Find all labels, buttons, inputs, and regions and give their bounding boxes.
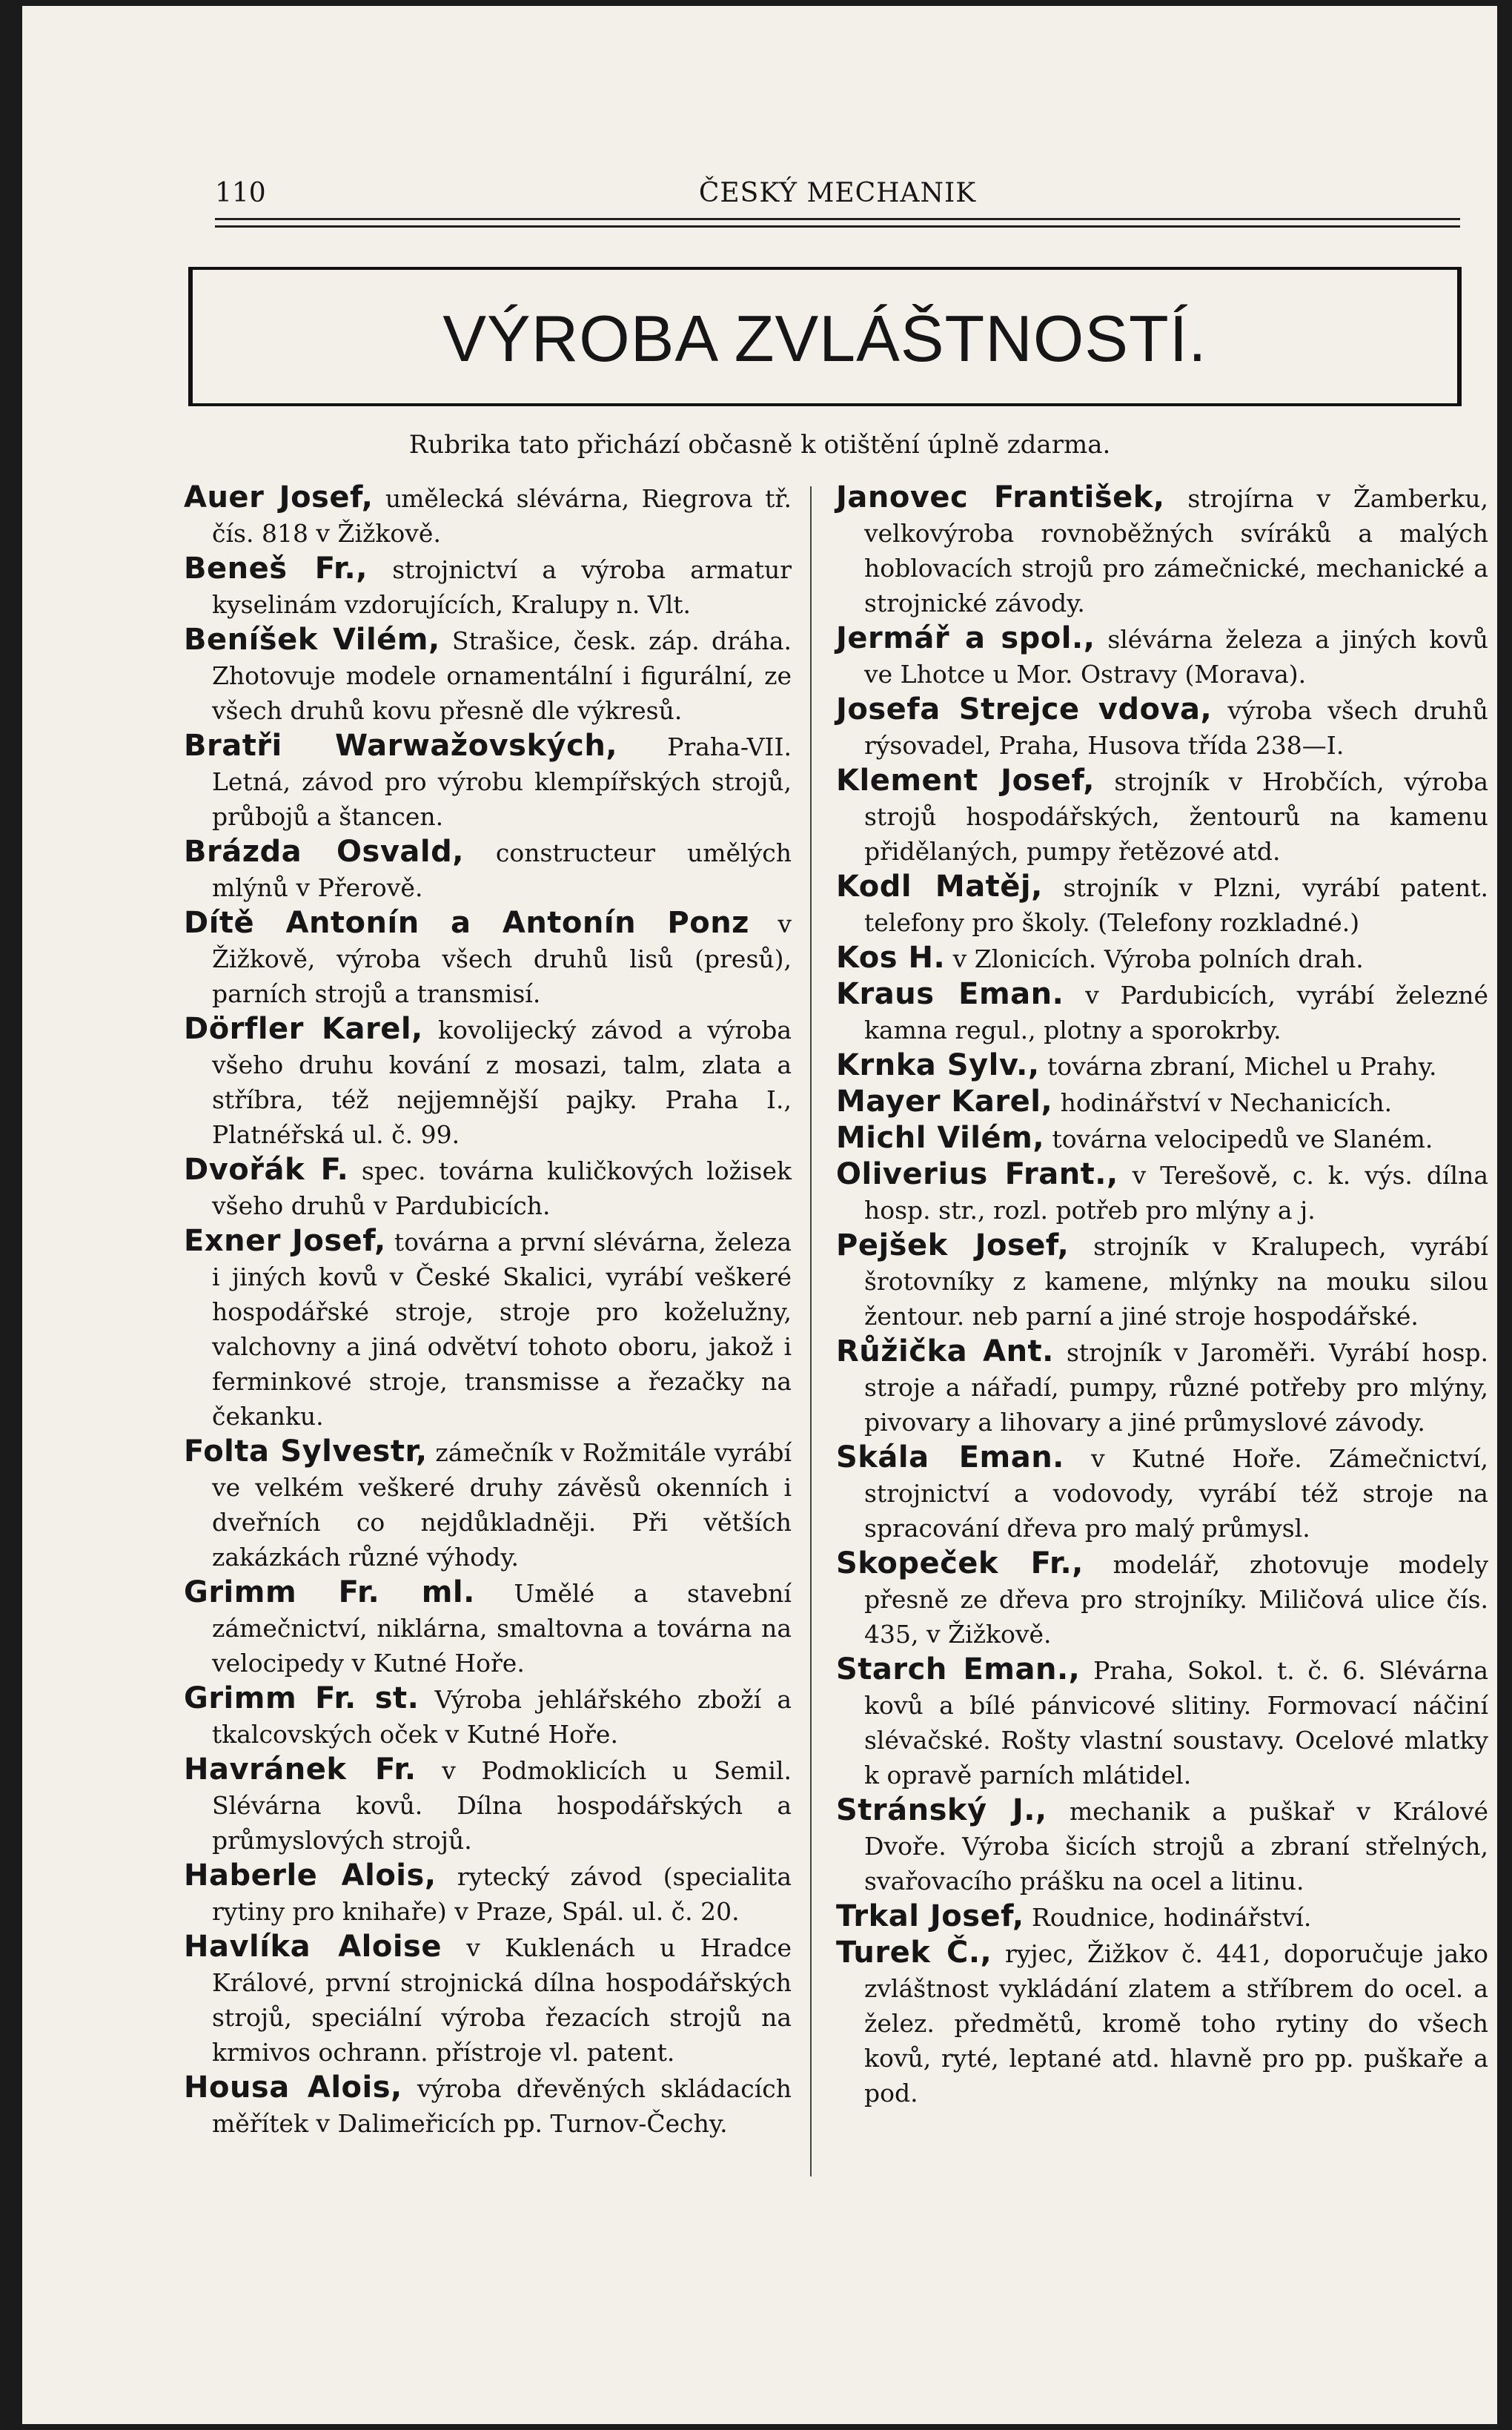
entry-description: strojník v Plzni, vyrábí patent. telefony pro školy. (Telefony rozkladné.) [864,873,1488,937]
directory-entry [184,1153,792,1223]
entry-name: Havránek Fr. [184,1752,417,1787]
entry-name: Stránský J., [836,1793,1047,1827]
directory-entry [184,906,792,1011]
entry-name: Havlíka Aloise [184,1930,442,1964]
entry-description: rytecký závod (specialita rytiny pro knihaře) v Praze, Spál. ul. č. 20. [212,1862,792,1926]
directory-entry [184,1858,792,1929]
entry-description: Umělé a stavební zámečnictví, niklárna, smaltovna a továrna na velocipedy v Kutné Hoře. [212,1579,792,1678]
entry-description: umělecká slévárna, Riegrova tř. čís. 818 v Žižkově. [212,484,792,548]
header-rule-top [215,218,1460,220]
directory-entry [184,1012,792,1152]
entry-description: modelář, zhotovuje modely přesně ze dřeva pro strojníky. Miličová ulice čís. 435, v Žižkově. [864,1550,1488,1649]
entry-name: Josefa Strejce vdova, [836,692,1213,726]
directory-entry [836,941,1488,976]
entry-name: Starch Eman., [836,1652,1081,1686]
entry-description: výroba dřevěných skládacích měřítek v Dalimeřicích pp. Turnov-Čechy. [212,2074,792,2138]
entry-description: továrna velocipedů ve Slaném. [1044,1125,1433,1153]
entry-name: Kraus Eman. [836,977,1064,1011]
directory-entry [184,1575,792,1681]
directory-entry [184,2070,792,2141]
entry-description: strojník v Hrobčích, výroba strojů hospodářských, žentourů na kamenu přidělaných, pumpy řetězové atd. [864,767,1488,866]
entry-description: zámečník v Rožmitále vyrábí ve velkém veškeré druhy závěsů okenních i dveřních co nejdůkladněji. Při větších zakázkách různé výhody. [212,1438,792,1572]
entry-name: Auer Josef, [184,480,374,514]
entry-description: spec. továrna kuličkových ložisek všeho druhů v Pardubicích. [212,1156,792,1220]
entry-description: strojírna v Žamberku, velkovýroba rovnoběžných svíráků a malých hoblovacích strojů pro zámečnické, mechanické a strojnické závody. [864,484,1488,618]
running-header [215,178,1460,215]
directory-entry [184,480,792,551]
section-title: VÝROBA ZVLÁŠTNOSTÍ. [442,302,1207,375]
entry-name: Kos H. [836,941,946,975]
entry-name: Housa Alois, [184,2070,402,2105]
entry-name: Růžička Ant. [836,1334,1054,1368]
entry-name: Exner Josef, [184,1224,386,1258]
entry-name: Klement Josef, [836,764,1095,798]
directory-entry [836,692,1488,763]
entry-description: slévárna železa a jiných kovů ve Lhotce u Mor. Ostravy (Morava). [864,625,1488,689]
entry-description: v Žižkově, výroba všech druhů lisů (presů), parních strojů a transmisí. [212,910,792,1008]
directory-entry [836,1121,1488,1156]
journal-title: ČESKÝ MECHANIK [698,178,977,208]
entry-name: Grimm Fr. ml. [184,1575,475,1609]
entry-name: Skála Eman. [836,1440,1064,1474]
right-column [836,480,1488,2111]
entry-description: ryjec, Žižkov č. 441, doporučuje jako zvláštnost vykládání zlatem a stříbrem do ocel. a želez. předmětů, kromě toho rytiny do všech kovů, ryté, leptané atd. hlavně pro pp. puškaře a pod. [864,1939,1489,2108]
entry-name: Krnka Sylv., [836,1048,1040,1082]
section-intro: Rubrika tato přichází občasně k otištění úplně zdarma. [408,430,1111,460]
entry-description: Výroba jehlářského zboží a tkalcovských oček v Kutné Hoře. [212,1685,792,1749]
directory-entry [836,1652,1488,1792]
entry-name: Michl Vilém, [836,1121,1045,1155]
entry-name: Jermář a spol., [836,621,1095,655]
entry-name: Brázda Osvald, [184,835,464,869]
directory-entry [184,552,792,622]
journal-page [22,6,1497,2424]
entry-description: Praha-VII. Letná, závod pro výrobu klempířských strojů, průbojů a štancen. [212,732,792,831]
directory-entry [836,1899,1488,1935]
directory-entry [184,1752,792,1858]
directory-entry [836,621,1488,692]
entry-description: v Kuklenách u Hradce Králové, první strojnická dílna hospodářských strojů, speciální výroba řezacích strojů na krmivos ochrann. přístroje vl. patent. [212,1933,792,2067]
entry-description: Roudnice, hodinářství. [1024,1903,1312,1932]
directory-entry [184,729,792,834]
directory-entry [836,1334,1488,1440]
left-column [184,480,792,2142]
entry-description: v Podmoklicích u Semil. Slévárna kovů. Dílna hospodářských a průmyslových strojů. [212,1756,792,1855]
entry-description: strojník v Jaroměři. Vyrábí hosp. stroje a nářadí, pumpy, různé potřeby pro mlýny, pivovary a lihovary a jiné průmyslové závody. [864,1338,1488,1437]
entry-description: výroba všech druhů rýsovadel, Praha, Husova třída 238—I. [864,696,1488,760]
entry-description: v Zlonicích. Výroba polních drah. [945,944,1364,973]
entry-description: v Kutné Hoře. Zámečnictví, strojnictví a vodovody, vyrábí též stroje na spracování dřeva pro malý průmysl. [864,1444,1488,1543]
column-divider [810,486,812,2176]
directory-entry [836,1085,1488,1120]
entry-name: Kodl Matěj, [836,870,1043,904]
directory-entry [184,1681,792,1752]
entry-description: továrna zbraní, Michel u Prahy. [1039,1052,1437,1081]
entry-description: strojnictví a výroba armatur kyselinám vzdorujících, Kralupy n. Vlt. [212,555,792,619]
directory-entry [836,1048,1488,1084]
directory-entry [836,870,1488,940]
entry-name: Janovec František, [836,480,1165,514]
entry-description: v Pardubicích, vyrábí železné kamna regul., plotny a sporokrby. [864,981,1488,1044]
section-title-box [188,267,1462,406]
header-rule-bottom [215,225,1460,228]
directory-entry [836,1546,1488,1652]
directory-entry [836,764,1488,869]
directory-entry [184,835,792,905]
entry-name: Beníšek Vilém, [184,623,440,657]
entry-description: constructeur umělých mlýnů v Přerově. [212,838,792,902]
entry-description: Strašice, česk. záp. dráha. Zhotovuje modele ornamentální i figurální, ze všech druhů kovu přesně dle výkresů. [212,626,792,725]
entry-name: Pejšek Josef, [836,1228,1070,1262]
entry-name: Grimm Fr. st. [184,1681,420,1715]
entry-name: Turek Č., [836,1936,992,1970]
directory-entry [184,623,792,728]
entry-description: v Terešově, c. k. výs. dílna hosp. str., rozl. potřeb pro mlýny a j. [864,1161,1488,1225]
directory-entry [836,480,1488,620]
entry-name: Skopeček Fr., [836,1546,1084,1580]
directory-entry [836,977,1488,1047]
entry-name: Mayer Karel, [836,1085,1053,1119]
directory-entry [836,1157,1488,1228]
entry-description: mechanik a puškař v Králové Dvoře. Výroba šicích strojů a zbraní střelných, svařovacího prášku na ocel a litinu. [864,1797,1488,1896]
entry-description: hodinářství v Nechanicích. [1052,1088,1393,1117]
entry-description: Praha, Sokol. t. č. 6. Slévárna kovů a bílé pánvicové slitiny. Formovací náčiní slévačské. Rošty vlastní soustavy. Ocelové mlatky k opravě parních mlátidel. [864,1656,1489,1790]
directory-entry [184,1930,792,2070]
directory-entry [836,1936,1488,2110]
entry-name: Dvořák F. [184,1153,349,1187]
directory-entry [836,1228,1488,1334]
entry-name: Dörfler Karel, [184,1012,423,1046]
entry-name: Folta Sylvestr, [184,1434,428,1469]
directory-entry [836,1440,1488,1546]
entry-description: strojník v Kralupech, vyrábí šrotovníky z kamene, mlýnky na mouku silou žentour. neb parní a jiné stroje hospodářské. [864,1232,1488,1331]
entry-name: Dítě Antonín a Antonín Ponz [184,906,749,940]
entry-name: Oliverius Frant., [836,1157,1118,1191]
directory-entry [184,1224,792,1434]
entry-name: Bratři Warwažovských, [184,729,618,763]
entry-name: Trkal Josef, [836,1899,1024,1933]
entry-description: kovolijecký závod a výroba všeho druhu kování z mosazi, talm, zlata a stříbra, též nejjemnější pajky. Praha I., Platnéřská ul. č. 99. [212,1016,792,1149]
entry-description: továrna a první slévárna, železa i jiných kovů v České Skalici, vyrábí veškeré hospodářské stroje, stroje pro koželužny, valchovny a jiná odvětví tohoto oboru, jakož i ferminkové stroje, transmisse a řezačky na čekanku. [212,1228,792,1431]
directory-entry [184,1434,792,1575]
entry-name: Beneš Fr., [184,552,368,586]
entry-name: Haberle Alois, [184,1858,437,1893]
page-number: 110 [215,178,266,208]
directory-entry [836,1793,1488,1898]
